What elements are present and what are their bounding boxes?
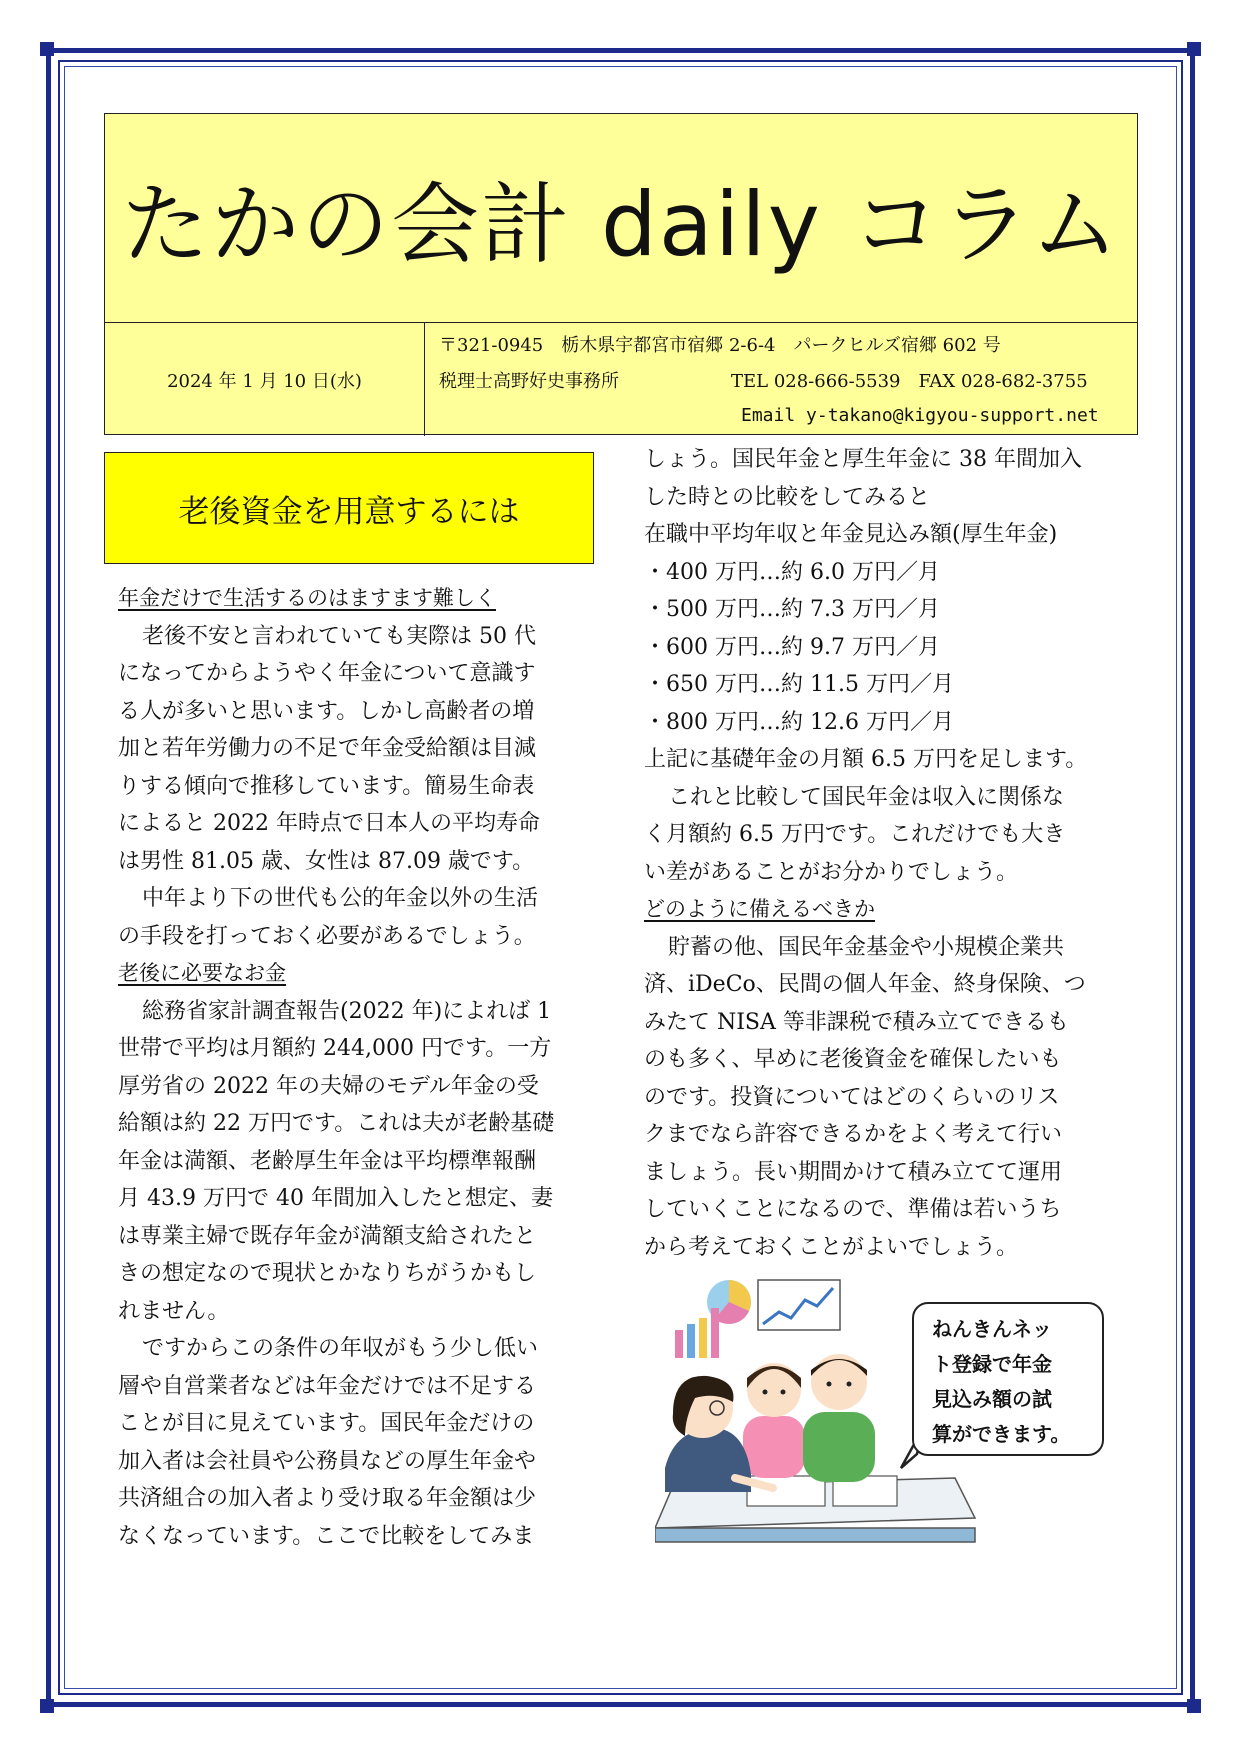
body-text-line: した時との比較をしてみると: [644, 484, 931, 510]
bar-graph-icon: [675, 1308, 719, 1358]
body-text-line: ましょう。長い期間かけて積み立てて運用: [644, 1159, 1063, 1185]
body-text-line: ・500 万円…約 7.3 万円／月: [644, 597, 940, 622]
border-corner-br: [1187, 1699, 1201, 1713]
office-contact: [439, 323, 1137, 436]
body-text-line: 総務省家計調査報告(2022 年)によれば 1: [142, 998, 552, 1024]
body-text-line: 上記に基礎年金の月額 6.5 万円を足します。: [644, 747, 1088, 772]
body-text-line: 済、iDeCo、民間の個人年金、終身保険、つ: [644, 972, 1086, 997]
bubble-line: 見込み額の試: [932, 1387, 1052, 1411]
body-text-line: は専業主婦で既存年金が満額支給されたと: [118, 1223, 537, 1249]
body-text-line: 在職中平均年収と年金見込み額(厚生年金): [644, 522, 1058, 547]
body-text-line: ・600 万円…約 9.7 万円／月: [644, 634, 940, 660]
section-heading: 老後に必要なお金: [118, 961, 286, 985]
body-text-line: のです。投資についてはどのくらいのリス: [644, 1084, 1060, 1110]
office-email: Email y-takano@kigyou-support.net: [741, 405, 1099, 426]
body-text-line: していくことになるので、準備は若いうち: [644, 1197, 1062, 1222]
body-text-line: から考えておくことがよいでしょう。: [644, 1234, 1019, 1260]
body-text-line: ・400 万円…約 6.0 万円／月: [644, 559, 940, 585]
body-text-line: ・650 万円…約 11.5 万円／月: [644, 672, 954, 697]
body-text-line: これと比較して国民年金は収入に関係な: [668, 784, 1065, 810]
line-graph-icon: [758, 1280, 840, 1330]
body-text-line: 給額は約 22 万円です。これは夫が老齢基礎: [118, 1111, 555, 1136]
body-text-line: ことが目に見えています。国民年金だけの: [118, 1411, 535, 1436]
customer-man-icon: [803, 1354, 875, 1482]
body-text-line: い差があることがお分かりでしょう。: [644, 859, 1019, 885]
border-corner-tl: [40, 42, 54, 56]
bubble-line: ト登録で年金: [932, 1352, 1052, 1376]
body-text-line: 年金は満額、老齢厚生年金は平均標準報酬: [118, 1148, 537, 1174]
body-text-line: のも多く、早めに老後資金を確保したいも: [644, 1047, 1062, 1072]
body-text-line: 加入者は会社員や公務員などの厚生年金や: [118, 1448, 537, 1474]
office-address: 〒321-0945 栃木県宇都宮市宿郷 2-6-4 パークヒルズ宿郷 602 号: [439, 335, 1001, 356]
body-text-line: ですからこの条件の年収がもう少し低い: [142, 1336, 539, 1361]
body-text-line: る人が多いと思います。しかし高齢者の増: [118, 698, 535, 724]
bubble-line: 算ができます。: [932, 1422, 1071, 1446]
column-topic: 老後資金を用意するには: [104, 452, 594, 564]
body-text-line: は男性 81.05 歳、女性は 87.09 歳です。: [118, 848, 535, 874]
body-text-line: なくなっています。ここで比較をしてみま: [118, 1523, 535, 1549]
body-text-line: ・800 万円…約 12.6 万円／月: [644, 709, 954, 735]
border-corner-bl: [40, 1699, 54, 1713]
body-text-line: 加と若年労働力の不足で年金受給額は目減: [118, 736, 537, 761]
body-text-line: れません。: [118, 1298, 230, 1324]
body-text-line: 層や自営業者などは年金だけでは不足する: [118, 1373, 537, 1399]
body-text-line: 共済組合の加入者より受け取る年金額は少: [118, 1486, 537, 1511]
issue-date: 2024 年 1 月 10 日(水): [105, 323, 425, 436]
body-text-line: 中年より下の世代も公的年金以外の生活: [142, 886, 539, 911]
body-text-line: 貯蓄の他、国民年金基金や小規模企業共: [668, 934, 1065, 960]
body-text-line: りする傾向で推移しています。簡易生命表: [118, 773, 535, 799]
body-text-line: しょう。国民年金と厚生年金に 38 年間加入: [644, 447, 1082, 472]
header-info-row: [105, 322, 1137, 436]
body-text-line: になってからようやく年金について意識す: [118, 661, 536, 686]
office-name: 税理士高野好史事務所: [439, 371, 619, 392]
body-text-line: 厚労省の 2022 年の夫婦のモデル年金の受: [118, 1073, 539, 1099]
body-text-line: クまでなら許容できるかをよく考えて行い: [644, 1122, 1063, 1147]
section-heading: どのように備えるべきか: [644, 897, 875, 921]
office-tel-fax: TEL 028-666-5539 FAX 028-682-3755: [731, 371, 1088, 392]
section-heading: 年金だけで生活するのはますます難しく: [118, 586, 496, 610]
body-text-line: く月額約 6.5 万円です。これだけでも大き: [644, 822, 1066, 847]
newsletter-header: [104, 113, 1138, 435]
body-text-line: の手段を打っておく必要があるでしょう。: [118, 923, 536, 949]
newsletter-title: たかの会計 daily コラム: [121, 173, 1121, 276]
speech-bubble: [912, 1302, 1104, 1456]
body-text-line: によると 2022 年時点で日本人の平均寿命: [118, 811, 540, 836]
body-text-line: みたて NISA 等非課税で積み立てできるも: [644, 1009, 1069, 1035]
body-text-line: きの想定なので現状とかなりちがうかもし: [118, 1261, 537, 1286]
left-column: [118, 580, 554, 1555]
bubble-line: ねんきんネッ: [932, 1317, 1052, 1341]
body-text-line: 老後不安と言われていても実際は 50 代: [142, 623, 536, 649]
customer-woman-icon: [743, 1363, 805, 1478]
body-text-line: 世帯で平均は月額約 244,000 円です。一方: [118, 1036, 552, 1061]
border-corner-tr: [1187, 42, 1201, 56]
body-text-line: 月 43.9 万円で 40 年間加入したと想定、妻: [118, 1186, 553, 1211]
right-column: [644, 441, 1087, 1266]
